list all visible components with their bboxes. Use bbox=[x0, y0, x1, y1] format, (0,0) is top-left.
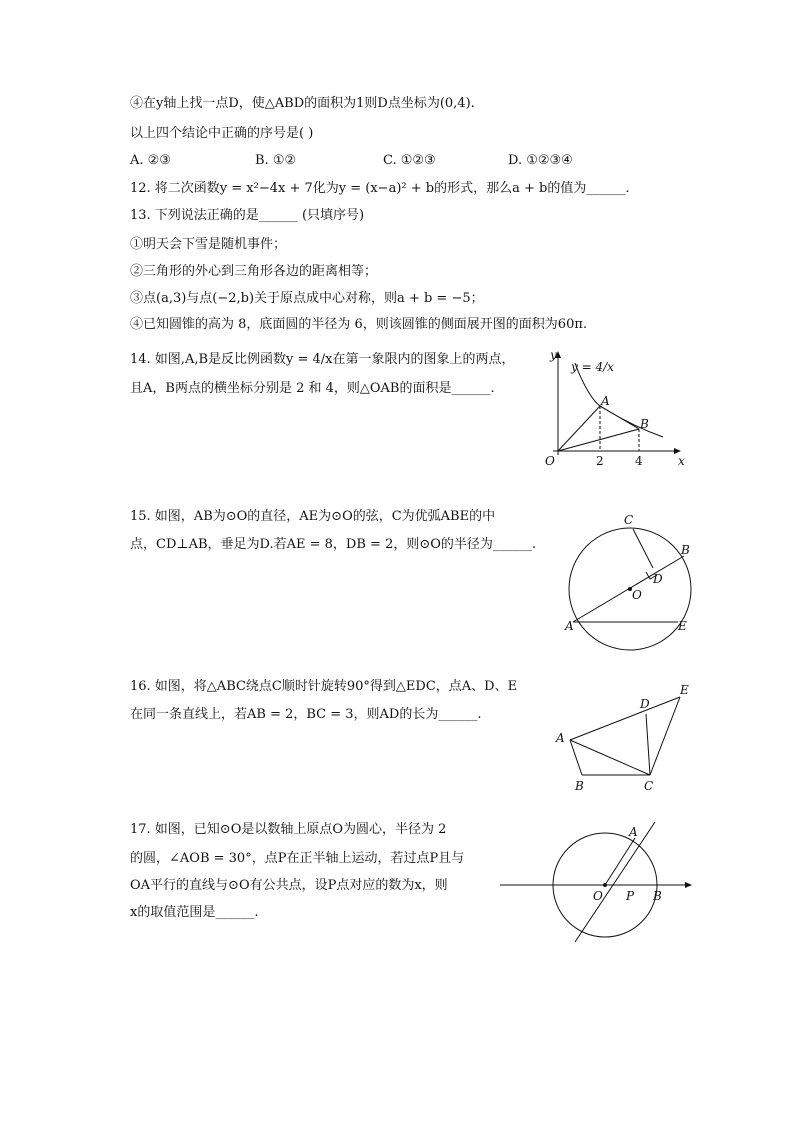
q12-text: 12. 将二次函数y = x²−4x + 7化为y = (x−a)² + b的形式，那么a + b的值为______. bbox=[130, 181, 630, 196]
label-e: E bbox=[678, 619, 687, 633]
label-tick-4: 4 bbox=[635, 454, 643, 468]
q15-line1: 15. 如图，AB为⊙O的直径，AE为⊙O的弦，C为优弧ABE的中 bbox=[130, 509, 496, 524]
q14-figure bbox=[535, 345, 695, 475]
label-x-axis: x bbox=[678, 454, 685, 468]
q13-item-4: ④已知圆锥的高为 8，底面圆的半径为 6，则该圆锥的侧面展开图的面积为60π. bbox=[130, 317, 588, 332]
q11-prompt: 以上四个结论中正确的序号是( ) bbox=[130, 126, 314, 141]
label-func: y = 4/x bbox=[571, 360, 614, 374]
q17-line3: OA平行的直线与⊙O有公共点，设P点对应的数为x，则 bbox=[130, 878, 448, 893]
segment-dc bbox=[646, 714, 650, 775]
label-b: B bbox=[681, 543, 690, 557]
segment-ac bbox=[570, 740, 650, 775]
hyperbola-curve bbox=[575, 363, 663, 437]
ray-oa bbox=[605, 838, 635, 885]
parallel-line bbox=[575, 822, 655, 942]
q13-item-2: ②三角形的外心到三角形各边的距离相等； bbox=[130, 264, 378, 279]
q11-item4: ④在y轴上找一点D，使△ABD的面积为1则D点坐标为(0,4). bbox=[130, 96, 475, 111]
segment-ec bbox=[650, 697, 680, 775]
q15-line2: 点，CD⊥AB，垂足为D.若AE = 8，DB = 2，则⊙O的半径为______. bbox=[130, 537, 537, 552]
q13-item-1: ①明天会下雪是随机事件； bbox=[130, 237, 287, 252]
q13-item-3: ③点(a,3)与点(−2,b)关于原点成中心对称，则a + b = −5； bbox=[130, 291, 484, 306]
segment-ob bbox=[558, 429, 639, 451]
label-d: D bbox=[653, 572, 663, 586]
q14-line1: 14. 如图,A,B是反比例函数y = 4/x在第一象限内的图象上的两点， bbox=[130, 352, 515, 367]
q11-option-d: D. ①②③④ bbox=[508, 153, 573, 168]
label-p: P bbox=[626, 889, 635, 903]
segment-ab bbox=[600, 406, 639, 429]
q16-line1: 16. 如图，将△ABC绕点C顺时针旋转90°得到△EDC，点A、D、E bbox=[130, 679, 518, 694]
label-a: A bbox=[556, 731, 565, 745]
q16-line2: 在同一条直线上，若AB = 2，BC = 3，则AD的长为______. bbox=[130, 707, 482, 722]
label-b: B bbox=[575, 779, 584, 793]
label-c: C bbox=[624, 513, 634, 527]
label-c: C bbox=[644, 779, 654, 793]
q17-figure bbox=[495, 820, 695, 950]
label-tick-2: 2 bbox=[596, 454, 604, 468]
label-b: B bbox=[653, 889, 662, 903]
q17-line4: x的取值范围是______. bbox=[130, 905, 259, 920]
q11-option-b: B. ①② bbox=[255, 153, 297, 168]
label-a: A bbox=[629, 825, 638, 839]
q13-text: 13. 下列说法正确的是______ (只填序号) bbox=[130, 208, 365, 223]
segment-oa bbox=[558, 406, 600, 451]
label-a: A bbox=[565, 619, 574, 633]
q15-figure bbox=[560, 512, 700, 652]
label-d: D bbox=[640, 697, 650, 711]
label-e: E bbox=[680, 683, 689, 697]
segment-cd bbox=[633, 529, 653, 568]
label-o: O bbox=[632, 588, 642, 602]
label-y-axis: y bbox=[550, 348, 557, 362]
label-origin: O bbox=[545, 454, 555, 468]
label-a: A bbox=[601, 394, 610, 408]
label-o: O bbox=[593, 889, 603, 903]
segment-ab bbox=[570, 740, 582, 775]
q14-line2: 且A，B两点的横坐标分别是 2 和 4，则△OAB的面积是______. bbox=[130, 381, 495, 396]
q16-figure bbox=[550, 680, 700, 800]
q11-option-a: A. ②③ bbox=[130, 153, 171, 168]
q17-line1: 17. 如图，已知⊙O是以数轴上原点O为圆心，半径为 2 bbox=[130, 822, 447, 837]
origin-dot bbox=[603, 883, 607, 887]
q11-option-c: C. ①②③ bbox=[383, 153, 436, 168]
number-axis-arrow bbox=[685, 882, 692, 888]
segment-ae bbox=[570, 697, 680, 740]
label-b: B bbox=[640, 417, 649, 431]
q17-line2: 的圆，∠AOB = 30°，点P在正半轴上运动，若过点P且与 bbox=[130, 851, 465, 866]
